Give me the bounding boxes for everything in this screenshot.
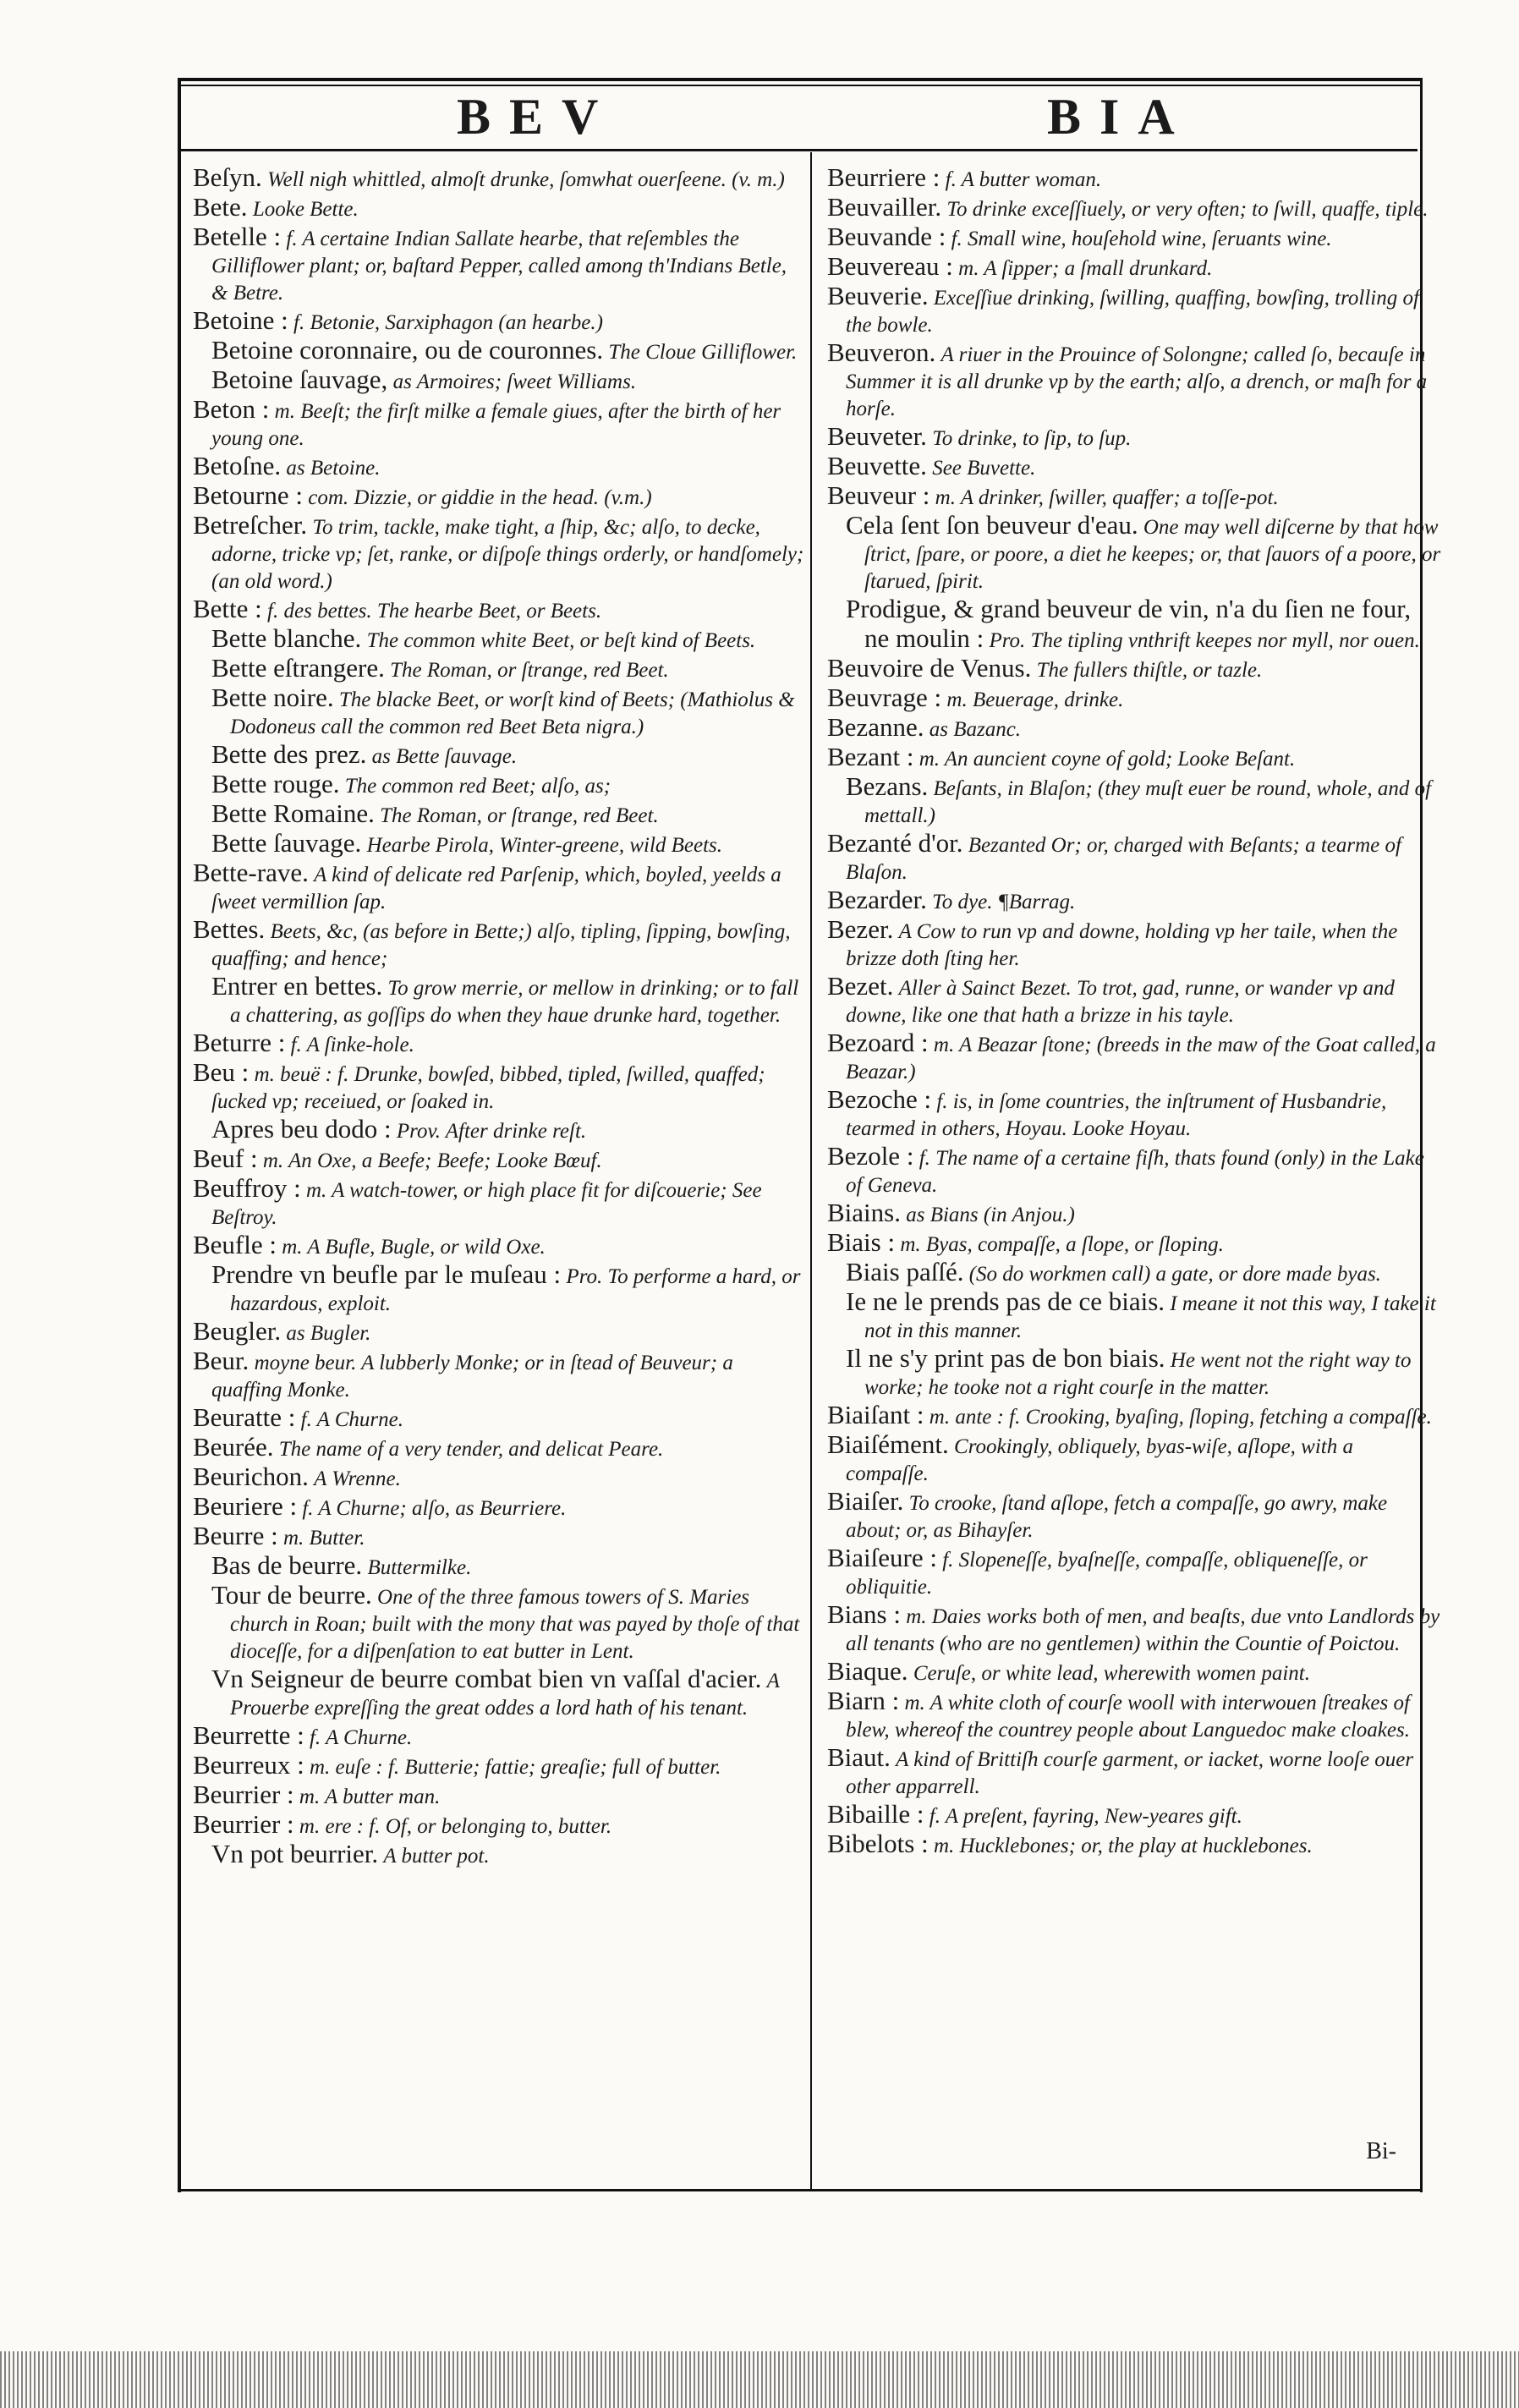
entry-definition: Aller à Sainct Bezet. To trot, gad, runne, or wander vp and downe, like one that hath a brizze in his tayle. [846,977,1395,1027]
entry-headword: Beurichon. [193,1462,309,1491]
entry-definition: To trim, tackle, make tight, a ſhip, &c; alſo, to decke, adorne, tricke vp; ſet, ranke, or diſpoſe things orderly, or handſomely; (an old word.) [211,516,804,593]
entry-definition: as Bazanc. [929,718,1022,741]
dictionary-entry [827,973,1441,1029]
header-rule [181,149,1418,151]
entry-definition: A Cow to run vp and downe, holding vp her taile, when the brizze doth ſting her. [846,920,1398,970]
entry-headword: Bette des prez. [211,739,367,769]
dictionary-entry [827,1029,1441,1086]
entry-headword: Beurrier : [193,1780,294,1809]
entry-headword: Beuratte : [193,1402,296,1432]
entry-headword: Biaiſer. [827,1486,904,1516]
entry-definition: To crooke, ſtand aſlope, fetch a compaſſe, go awry, make about; or, as Bihayſer. [846,1492,1388,1542]
entry-headword: Bezarder. [827,885,927,914]
dictionary-entry [193,1752,807,1781]
entry-definition: A Wrenne. [314,1467,401,1490]
entry-definition: as Armoires; ſweet Williams. [392,370,637,393]
entry-headword: Bezoche : [827,1084,932,1114]
entry-headword: Entrer en bettes. [211,971,383,1001]
entry-definition: (So do workmen call) a gate, or dore made byas. [968,1263,1381,1286]
entry-definition: m. Byas, compaſſe, a ſlope, or ſloping. [900,1233,1224,1256]
entry-definition: The fullers thiſtle, or tazle. [1036,659,1263,682]
dictionary-entry [193,1811,807,1840]
entry-headword: Beturre : [193,1028,286,1057]
dictionary-entry [827,253,1441,282]
dictionary-entry [193,1552,807,1582]
entry-headword: Bettes. [193,914,266,944]
dictionary-entry [193,1318,807,1347]
entry-definition: To drinke, to ſip, to ſup. [932,427,1132,450]
entry-definition: The Roman, or ſtrange, red Beet. [390,659,669,682]
entry-headword: Beur. [193,1346,250,1375]
dictionary-entry [193,655,807,684]
dictionary-entry [193,859,807,916]
entry-headword: Bezer. [827,914,894,944]
entry-definition: Crookingly, obliquely, byas-wiſe, aſlope, with a compaſſe. [846,1435,1353,1485]
dictionary-entry [827,1143,1441,1199]
entry-definition: A kind of Brittiſh courſe garment, or iacket, worne looſe ouer other apparrell. [846,1748,1414,1798]
entry-headword: Bette rouge. [211,769,340,798]
entry-definition: A butter pot. [383,1845,490,1868]
dictionary-entry [193,1434,807,1463]
entry-headword: Cela ſent ſon beuveur d'eau. [846,510,1138,540]
dictionary-entry [193,1722,807,1752]
entry-definition: The name of a very tender, and delicat Peare. [278,1438,664,1461]
dictionary-entry [827,886,1441,916]
entry-headword: Betreſcher. [193,510,308,540]
entry-definition: Beets, &c, (as before in Bette;) alſo, tipling, ſipping, bowſing, quaffing; and hence; [211,920,791,970]
dictionary-entry [193,1665,807,1722]
entry-headword: Bette ſauvage. [211,828,362,858]
entry-definition: m. Daies works both of men, and beaſts, due vnto Landlords by all tenants (who are no gentlemen) within the Countie of Poictou. [846,1605,1440,1655]
dictionary-entry [827,1431,1441,1488]
entry-definition: f. A ſinke-hole. [290,1034,414,1056]
dictionary-entry [193,830,807,859]
entry-headword: Bete. [193,192,248,222]
dictionary-entry [193,1145,807,1175]
entry-headword: Bezoard : [827,1028,929,1057]
entry-definition: m. A butter man. [299,1785,441,1808]
entry-headword: Bezole : [827,1141,914,1171]
entry-definition: m. An auncient coyne of gold; Looke Beſant. [919,748,1296,771]
entry-headword: Biais paſſé. [846,1257,964,1286]
entry-headword: Betoine coronnaire, ou de couronnes. [211,335,604,365]
running-head-left: BEV [457,89,617,145]
dictionary-entry [193,396,807,453]
dictionary-entry [193,482,807,512]
entry-headword: Beuvoire de Venus. [827,653,1032,683]
entry-definition: One of the three famous towers of S. Maries church in Roan; built with the mony that was payed by thoſe of that dioceſſe, for a diſpenſation to eat butter in Lent. [230,1586,800,1663]
dictionary-entry [827,1801,1441,1830]
dictionary-entry [193,1493,807,1522]
dictionary-entry [827,684,1441,714]
entry-definition: Ceruſe, or white lead, wherewith women paint. [913,1662,1310,1685]
entry-headword: Prendre vn beufle par le muſeau : [211,1259,562,1289]
entry-headword: Beuverie. [827,281,929,310]
dictionary-entry [193,1522,807,1552]
entry-headword: Prodigue, & grand beuveur de vin, n'a du ſien ne four, ne moulin : [846,594,1412,653]
dictionary-entry [193,1347,807,1404]
entry-headword: Il ne s'y print pas de bon biais. [846,1343,1165,1373]
entry-headword: Bezant : [827,742,914,771]
entry-headword: Beton : [193,394,270,424]
entry-definition: as Bians (in Anjou.) [906,1204,1075,1226]
entry-definition: Pro. To performe a hard, or hazardous, exploit. [230,1265,801,1315]
entry-headword: Beuveron. [827,337,936,367]
dictionary-entry [193,1059,807,1116]
dictionary-entry [827,164,1441,194]
entry-headword: Vn Seigneur de beurre combat bien vn vaſſal d'acier. [211,1664,762,1693]
entry-definition: as Betoine. [286,457,381,480]
entry-definition: Exceſſiue drinking, ſwilling, quaffing, bowſing, trolling of the bowle. [846,287,1419,337]
entry-headword: Bette : [193,594,262,623]
dictionary-entry [827,1601,1441,1658]
entry-definition: f. des bettes. The hearbe Beet, or Beets. [267,600,602,623]
entry-headword: Bas de beurre. [211,1550,363,1580]
entry-headword: Betoine : [193,305,288,335]
dictionary-entry [827,194,1441,223]
entry-definition: I meane it not this way, I take it not in this manner. [864,1292,1436,1342]
entry-headword: Tour de beurre. [211,1580,372,1610]
entry-headword: Bians : [827,1599,901,1629]
entry-headword: Ie ne le prends pas de ce biais. [846,1286,1165,1316]
dictionary-entry [827,423,1441,453]
entry-headword: Beuriere : [193,1491,298,1521]
entry-headword: Biaiſément. [827,1429,949,1459]
dictionary-entry [827,512,1441,595]
entry-headword: Bette blanche. [211,623,362,653]
dictionary-entry [193,194,807,223]
dictionary-entry [827,1687,1441,1744]
entry-headword: Biaut. [827,1742,891,1772]
dictionary-entry [193,684,807,741]
entry-definition: Looke Bette. [252,198,359,221]
entry-headword: Bibelots : [827,1829,929,1858]
entry-headword: Bezans. [846,771,929,801]
entry-headword: Beuveur : [827,480,930,510]
dictionary-entry [193,973,807,1029]
left-column [193,164,807,1870]
dictionary-entry [193,1116,807,1145]
dictionary-entry [827,655,1441,684]
entry-definition: f. Slopeneſſe, byaſneſſe, compaſſe, obliqueneſſe, or obliquitie. [846,1549,1368,1599]
entry-headword: Beurée. [193,1432,274,1462]
entry-headword: Beurriere : [827,162,940,192]
entry-headword: Beuveter. [827,421,927,451]
entry-definition: Hearbe Pirola, Winter-greene, wild Beets. [366,834,723,857]
entry-headword: Beſyn. [193,162,262,192]
entry-headword: Bezanté d'or. [827,828,963,858]
entry-headword: Beuvailler. [827,192,942,222]
dictionary-entry [827,773,1441,830]
entry-definition: m. A watch-tower, or high place fit for diſcouerie; See Beſtroy. [211,1179,762,1229]
entry-definition: Bezanted Or; or, charged with Beſants; a tearme of Blaſon. [846,834,1401,884]
entry-definition: The Roman, or ſtrange, red Beet. [380,804,659,827]
entry-headword: Beuvereau : [827,251,953,281]
right-column [827,164,1441,1860]
dictionary-entry [193,1840,807,1870]
dictionary-entry [827,1229,1441,1259]
entry-headword: Beurre : [193,1521,278,1550]
entry-headword: Bette-rave. [193,858,309,887]
dictionary-entry [827,714,1441,743]
column-divider [810,152,812,2189]
dictionary-entry [827,223,1441,253]
entry-headword: Betoine ſauvage, [211,365,388,394]
entry-definition: as Bette ſauvage. [371,745,518,768]
entry-definition: See Buvette. [932,457,1036,480]
dictionary-entry [827,830,1441,886]
entry-definition: m. An Oxe, a Beefe; Beefe; Looke Bœuf. [262,1149,602,1172]
entry-definition: Beſants, in Blaſon; (they muſt euer be round, whole, and of mettall.) [864,777,1432,827]
entry-headword: Bette noire. [211,683,334,712]
entry-definition: A riuer in the Prouince of Solongne; called ſo, becauſe in Summer it is all drunke vp by the earth; alſo, a drench, or maſh for a horſe. [846,343,1428,420]
entry-headword: Bette Romaine. [211,798,375,828]
dictionary-entry [827,339,1441,423]
dictionary-entry [827,916,1441,973]
entry-definition: moyne beur. A lubberly Monke; or in ſtead of Beuveur; a quaffing Monke. [211,1352,733,1401]
dictionary-entry [193,1231,807,1261]
entry-headword: Biarn : [827,1686,900,1715]
entry-headword: Beuvette. [827,451,927,480]
entry-definition: f. A Churne; alſo, as Beurriere. [302,1497,567,1520]
dictionary-entry [193,1175,807,1231]
dictionary-entry [193,1463,807,1493]
dictionary-entry [827,1086,1441,1143]
entry-definition: m. A ſipper; a ſmall drunkard. [958,257,1213,280]
dictionary-entry [193,1582,807,1665]
entry-definition: f. A preſent, fayring, New-yeares gift. [929,1805,1242,1828]
entry-definition: m. Beuerage, drinke. [946,688,1124,711]
entry-headword: Biais : [827,1227,896,1257]
entry-definition: A kind of delicate red Parſenip, which, boyled, yeelds a ſweet vermillion ſap. [211,864,781,913]
dictionary-entry [193,800,807,830]
entry-definition: m. Beeſt; the firſt milke a female giues, after the birth of her young one. [211,400,781,450]
entry-headword: Bezanne. [827,712,924,742]
dictionary-entry [193,1261,807,1318]
dictionary-entry [193,595,807,625]
dictionary-entry [193,1029,807,1059]
entry-definition: f. The name of a certaine fiſh, thats found (only) in the Lake of Geneva. [846,1147,1424,1197]
entry-definition: m. A white cloth of courſe wooll with interwouen ſtreakes of blew, whereof the countrey people about Languedoc make cloakes. [846,1692,1410,1742]
dictionary-entry [827,1830,1441,1860]
entry-definition: m. Butter. [282,1527,365,1550]
dictionary-entry [193,223,807,307]
dictionary-entry [193,741,807,771]
entry-definition: Well nigh whittled, almoſt drunke, ſomwhat ouerſeene. (v. m.) [267,168,785,191]
dictionary-entry [193,1404,807,1434]
entry-definition: m. ante : f. Crooking, byaſing, ſloping, fetching a compaſſe. [929,1406,1432,1429]
entry-headword: Vn pot beurrier. [211,1839,379,1868]
dictionary-entry [193,164,807,194]
dictionary-entry [827,595,1441,655]
entry-definition: f. Small wine, houſehold wine, ſeruants wine. [951,228,1332,250]
entry-headword: Beurrette : [193,1720,304,1750]
entry-headword: Betourne : [193,480,303,510]
entry-definition: f. A certaine Indian Sallate hearbe, that reſembles the Gilliflower plant; or, baſtard Pepper, called among th'Indians Betle, & Betre. [211,228,787,304]
entry-definition: To dye. ¶Barrag. [932,891,1076,913]
entry-definition: Buttermilke. [367,1556,472,1579]
scan-edge-band [0,2351,1519,2408]
dictionary-entry [827,482,1441,512]
entry-definition: Pro. The tipling vnthrift keepes nor myll, nor ouen. [989,629,1420,652]
entry-definition: m. ere : f. Of, or belonging to, butter. [299,1815,612,1838]
dictionary-entry [827,1744,1441,1801]
dictionary-entry [193,512,807,595]
entry-headword: Biains. [827,1198,901,1227]
entry-headword: Beuffroy : [193,1173,301,1203]
running-head-right: BIA [1047,89,1193,145]
entry-headword: Betelle : [193,222,282,251]
dictionary-entry [827,1288,1441,1345]
dictionary-entry [827,1401,1441,1431]
entry-definition: He went not the right way to worke; he tooke not a right courſe in the matter. [864,1349,1412,1399]
dictionary-entry [193,625,807,655]
entry-headword: Apres beu dodo : [211,1114,392,1144]
entry-definition: f. is, in ſome countries, the inſtrument of Husbandrie, tearmed in others, Hoyau. Looke Hoyau. [846,1090,1387,1140]
entry-headword: Biaiſant : [827,1400,924,1429]
entry-definition: One may well diſcerne by that how ſtrict, ſpare, or poore, a diet he keepes; or, that ſauors of a poore, or ſtarued, ſpirit. [864,516,1441,593]
entry-headword: Biaque. [827,1656,908,1686]
dictionary-entry [827,1544,1441,1601]
entry-headword: Beuvrage : [827,683,942,712]
entry-headword: Betoſne. [193,451,282,480]
entry-definition: as Bugler. [286,1322,371,1345]
entry-definition: The blacke Beet, or worſt kind of Beets; (Mathiolus & Dodoneus call the common red Beet Beta nigra.) [230,688,795,738]
dictionary-entry [827,1345,1441,1401]
entry-definition: f. Betonie, Sarxiphagon (an hearbe.) [293,311,603,334]
dictionary-entry [193,366,807,396]
entry-definition: To drinke exceſſiuely, or very often; to ſwill, quaffe, tiple. [946,198,1429,221]
dictionary-entry [827,282,1441,339]
entry-headword: Beuvande : [827,222,946,251]
dictionary-entry [827,453,1441,482]
entry-headword: Bette eſtrangere. [211,653,385,683]
entry-definition: The Cloue Gilliflower. [608,341,798,364]
entry-headword: Beurreux : [193,1750,304,1780]
entry-headword: Bibaille : [827,1799,924,1829]
entry-definition: m. A Beazar ſtone; (breeds in the maw of the Goat called, a Beazar.) [846,1034,1436,1083]
dictionary-entry [193,307,807,337]
entry-headword: Beufle : [193,1230,277,1259]
entry-definition: f. A Churne. [300,1408,403,1431]
dictionary-entry [193,453,807,482]
dictionary-entry [193,337,807,366]
dictionary-entry [193,1781,807,1811]
entry-headword: Beugler. [193,1316,282,1346]
entry-definition: m. A drinker, ſwiller, quaffer; a toſſe-pot. [935,486,1279,509]
entry-definition: f. A butter woman. [945,168,1102,191]
dictionary-entry [827,1259,1441,1288]
entry-definition: com. Dizzie, or giddie in the head. (v.m.) [308,486,652,509]
dictionary-entry [827,1199,1441,1229]
entry-definition: f. A Churne. [309,1726,413,1749]
entry-definition: m. euſe : f. Butterie; fattie; greaſie; full of butter. [309,1756,721,1779]
entry-definition: The common red Beet; alſo, as; [344,775,611,798]
entry-definition: Prov. After drinke reſt. [396,1120,587,1143]
dictionary-entry [827,1488,1441,1544]
entry-definition: The common white Beet, or beſt kind of Beets. [366,629,756,652]
entry-definition: m. beuë : f. Drunke, bowſed, bibbed, tipled, ſwilled, quaffed; ſucked vp; receiued, or ſoaked in. [211,1063,765,1113]
dictionary-entry [193,916,807,973]
entry-definition: To grow merrie, or mellow in drinking; or to fall a chattering, as goſſips do when they haue drunke hard, together. [230,977,799,1027]
catchword: Bi- [1366,2138,1396,2164]
dictionary-entry [827,743,1441,773]
dictionary-entry [193,771,807,800]
dictionary-entry [827,1658,1441,1687]
entry-definition: m. A Bufle, Bugle, or wild Oxe. [282,1236,546,1259]
entry-headword: Bezet. [827,971,894,1001]
entry-headword: Biaiſeure : [827,1543,937,1572]
bottom-border-rule [178,2189,1421,2191]
entry-definition: m. Hucklebones; or, the play at hucklebones. [933,1835,1313,1857]
entry-headword: Beuf : [193,1144,258,1173]
entry-headword: Beu : [193,1057,250,1087]
entry-headword: Beurrier : [193,1809,294,1839]
entry-definition: A Prouerbe expreſſing the great oddes a lord hath of his tenant. [230,1670,780,1720]
